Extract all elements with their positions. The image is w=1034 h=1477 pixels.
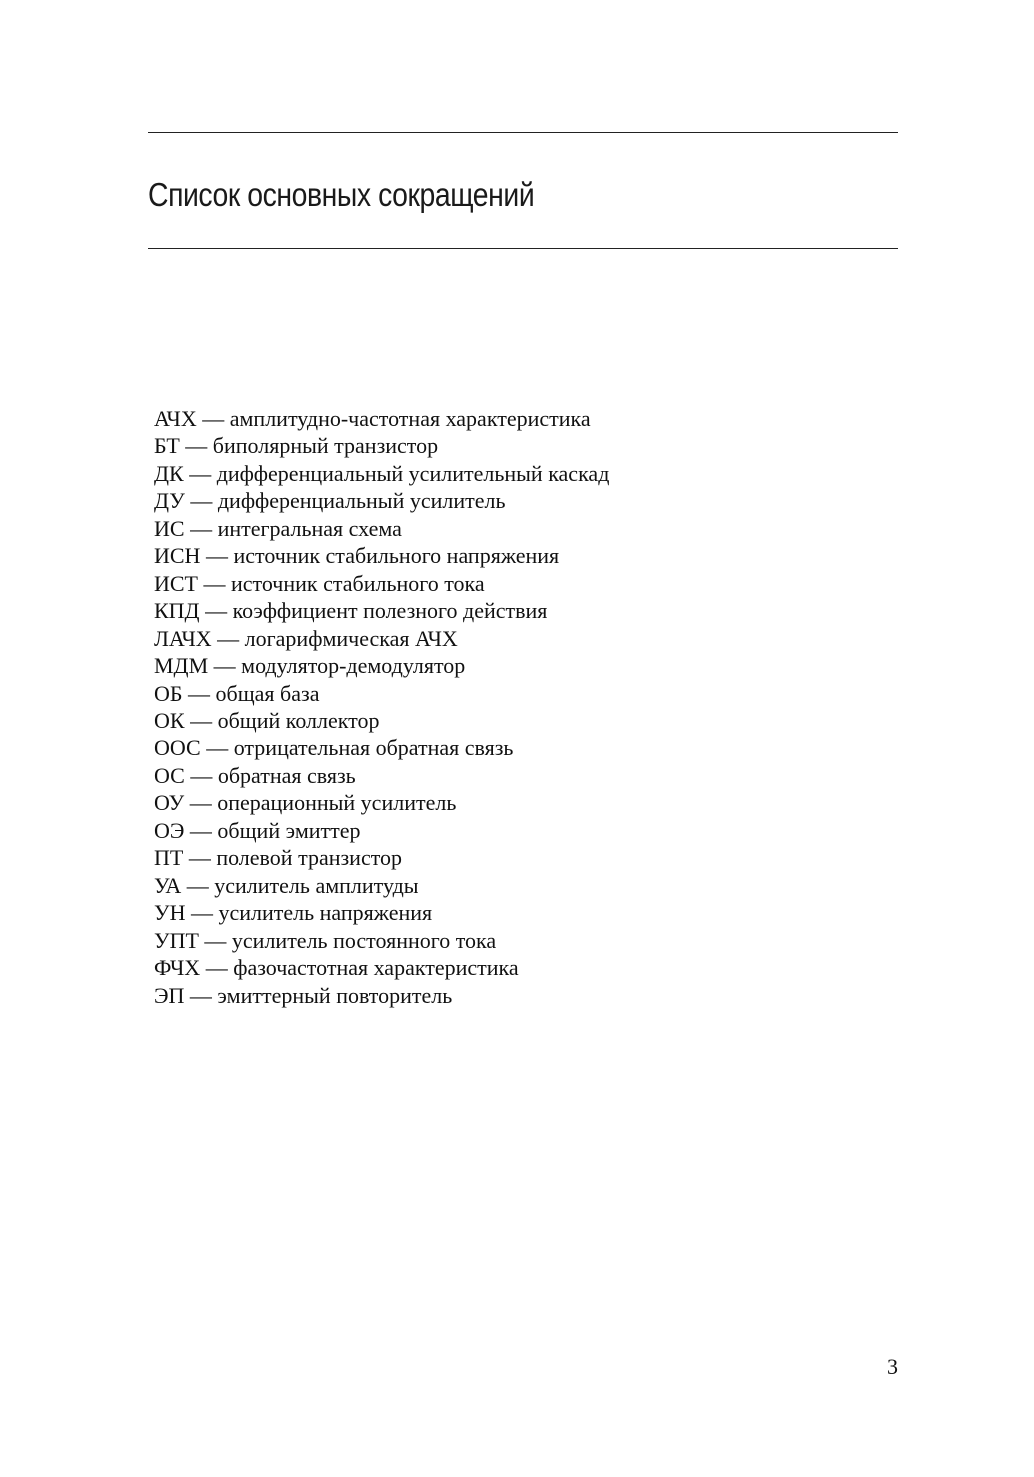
abbreviation-term: ЛАЧХ xyxy=(154,625,212,651)
abbreviation-entry xyxy=(154,817,609,844)
abbreviation-entry xyxy=(154,597,609,624)
abbreviation-separator: — xyxy=(184,982,218,1008)
abbreviation-term: ОК xyxy=(154,707,185,733)
abbreviation-definition: интегральная схема xyxy=(217,515,402,541)
abbreviation-definition: отрицательная обратная связь xyxy=(233,735,514,761)
abbreviation-entry xyxy=(154,460,609,487)
abbreviation-separator: — xyxy=(198,927,232,953)
abbreviation-term: УН xyxy=(154,900,186,926)
abbreviation-entry xyxy=(154,954,609,981)
abbreviation-entry xyxy=(154,487,609,514)
abbreviation-term: ИСН xyxy=(154,543,201,569)
abbreviation-separator: — xyxy=(200,955,234,981)
abbreviation-separator: — xyxy=(183,460,217,486)
abbreviation-term: ИС xyxy=(154,515,185,541)
abbreviation-separator: — xyxy=(181,872,215,898)
abbreviation-separator: — xyxy=(179,433,213,459)
abbreviation-term: БТ xyxy=(154,433,180,459)
abbreviation-term: ДУ xyxy=(154,488,185,514)
abbreviation-list xyxy=(154,405,609,1009)
abbreviation-separator: — xyxy=(182,680,216,706)
abbreviation-definition: модулятор-демодулятор xyxy=(241,653,466,679)
abbreviation-definition: обратная связь xyxy=(217,762,356,788)
abbreviation-definition: общий эмиттер xyxy=(217,817,361,843)
abbreviation-entry xyxy=(154,570,609,597)
abbreviation-definition: дифференциальный усилитель xyxy=(217,488,506,514)
abbreviation-definition: дифференциальный усилительный каскад xyxy=(216,460,610,486)
abbreviation-separator: — xyxy=(184,817,218,843)
abbreviation-term: КПД xyxy=(154,598,200,624)
abbreviation-term: ЭП xyxy=(154,982,185,1008)
abbreviation-entry xyxy=(154,734,609,761)
abbreviation-separator: — xyxy=(183,845,217,871)
abbreviation-separator: — xyxy=(208,653,242,679)
abbreviation-entry xyxy=(154,542,609,569)
abbreviation-entry xyxy=(154,625,609,652)
abbreviation-separator: — xyxy=(184,488,218,514)
abbreviation-separator: — xyxy=(199,598,233,624)
abbreviation-entry xyxy=(154,982,609,1009)
abbreviation-separator: — xyxy=(185,900,219,926)
top-rule xyxy=(148,132,898,133)
abbreviation-separator: — xyxy=(184,790,218,816)
abbreviation-definition: усилитель постоянного тока xyxy=(231,927,497,953)
abbreviation-separator: — xyxy=(196,406,230,431)
abbreviation-term: ИСТ xyxy=(154,570,198,596)
abbreviation-term: УА xyxy=(154,872,182,898)
abbreviation-term: ПТ xyxy=(154,845,184,871)
abbreviation-separator: — xyxy=(184,515,218,541)
abbreviation-term: ОУ xyxy=(154,790,185,816)
abbreviation-entry xyxy=(154,789,609,816)
bottom-rule xyxy=(148,248,898,249)
abbreviation-definition: логарифмическая АЧХ xyxy=(244,625,458,651)
abbreviation-entry xyxy=(154,844,609,871)
abbreviation-definition: источник стабильного напряжения xyxy=(233,543,560,569)
abbreviation-term: ОС xyxy=(154,762,185,788)
abbreviation-entry xyxy=(154,680,609,707)
abbreviation-definition: амплитудно-частотная характеристика xyxy=(229,406,591,431)
abbreviation-term: ОБ xyxy=(154,680,183,706)
abbreviation-term: АЧХ xyxy=(154,406,197,431)
abbreviation-definition: источник стабильного тока xyxy=(231,570,485,596)
page-number: 3 xyxy=(887,1354,898,1379)
abbreviation-definition: операционный усилитель xyxy=(217,790,457,816)
abbreviation-separator: — xyxy=(200,543,234,569)
abbreviation-definition: биполярный транзистор xyxy=(212,433,439,459)
abbreviation-definition: полевой транзистор xyxy=(216,845,403,871)
abbreviation-term: ОЭ xyxy=(154,817,185,843)
abbreviation-definition: фазочастотная характеристика xyxy=(233,955,519,981)
abbreviation-entry xyxy=(154,405,609,432)
abbreviation-definition: усилитель напряжения xyxy=(218,900,433,926)
abbreviation-definition: усилитель амплитуды xyxy=(214,872,419,898)
abbreviation-term: ФЧХ xyxy=(154,955,201,981)
abbreviation-separator: — xyxy=(200,735,234,761)
abbreviation-entry xyxy=(154,762,609,789)
abbreviation-term: МДМ xyxy=(154,653,209,679)
abbreviation-entry xyxy=(154,652,609,679)
abbreviation-definition: эмиттерный повторитель xyxy=(217,982,453,1008)
abbreviation-definition: коэффициент полезного действия xyxy=(232,598,548,624)
abbreviation-definition: общая база xyxy=(215,680,320,706)
abbreviation-separator: — xyxy=(211,625,245,651)
abbreviation-term: ДК xyxy=(154,460,184,486)
page-title: Список основных сокращений xyxy=(148,176,535,213)
abbreviation-entry xyxy=(154,927,609,954)
abbreviation-entry xyxy=(154,515,609,542)
abbreviation-separator: — xyxy=(184,707,218,733)
abbreviation-entry xyxy=(154,872,609,899)
abbreviation-entry xyxy=(154,899,609,926)
abbreviation-definition: общий коллектор xyxy=(217,707,380,733)
abbreviation-entry xyxy=(154,707,609,734)
abbreviation-separator: — xyxy=(198,570,231,596)
abbreviation-entry xyxy=(154,432,609,459)
abbreviation-separator: — xyxy=(184,762,218,788)
abbreviation-term: ООС xyxy=(154,735,201,761)
abbreviation-term: УПТ xyxy=(154,927,199,953)
